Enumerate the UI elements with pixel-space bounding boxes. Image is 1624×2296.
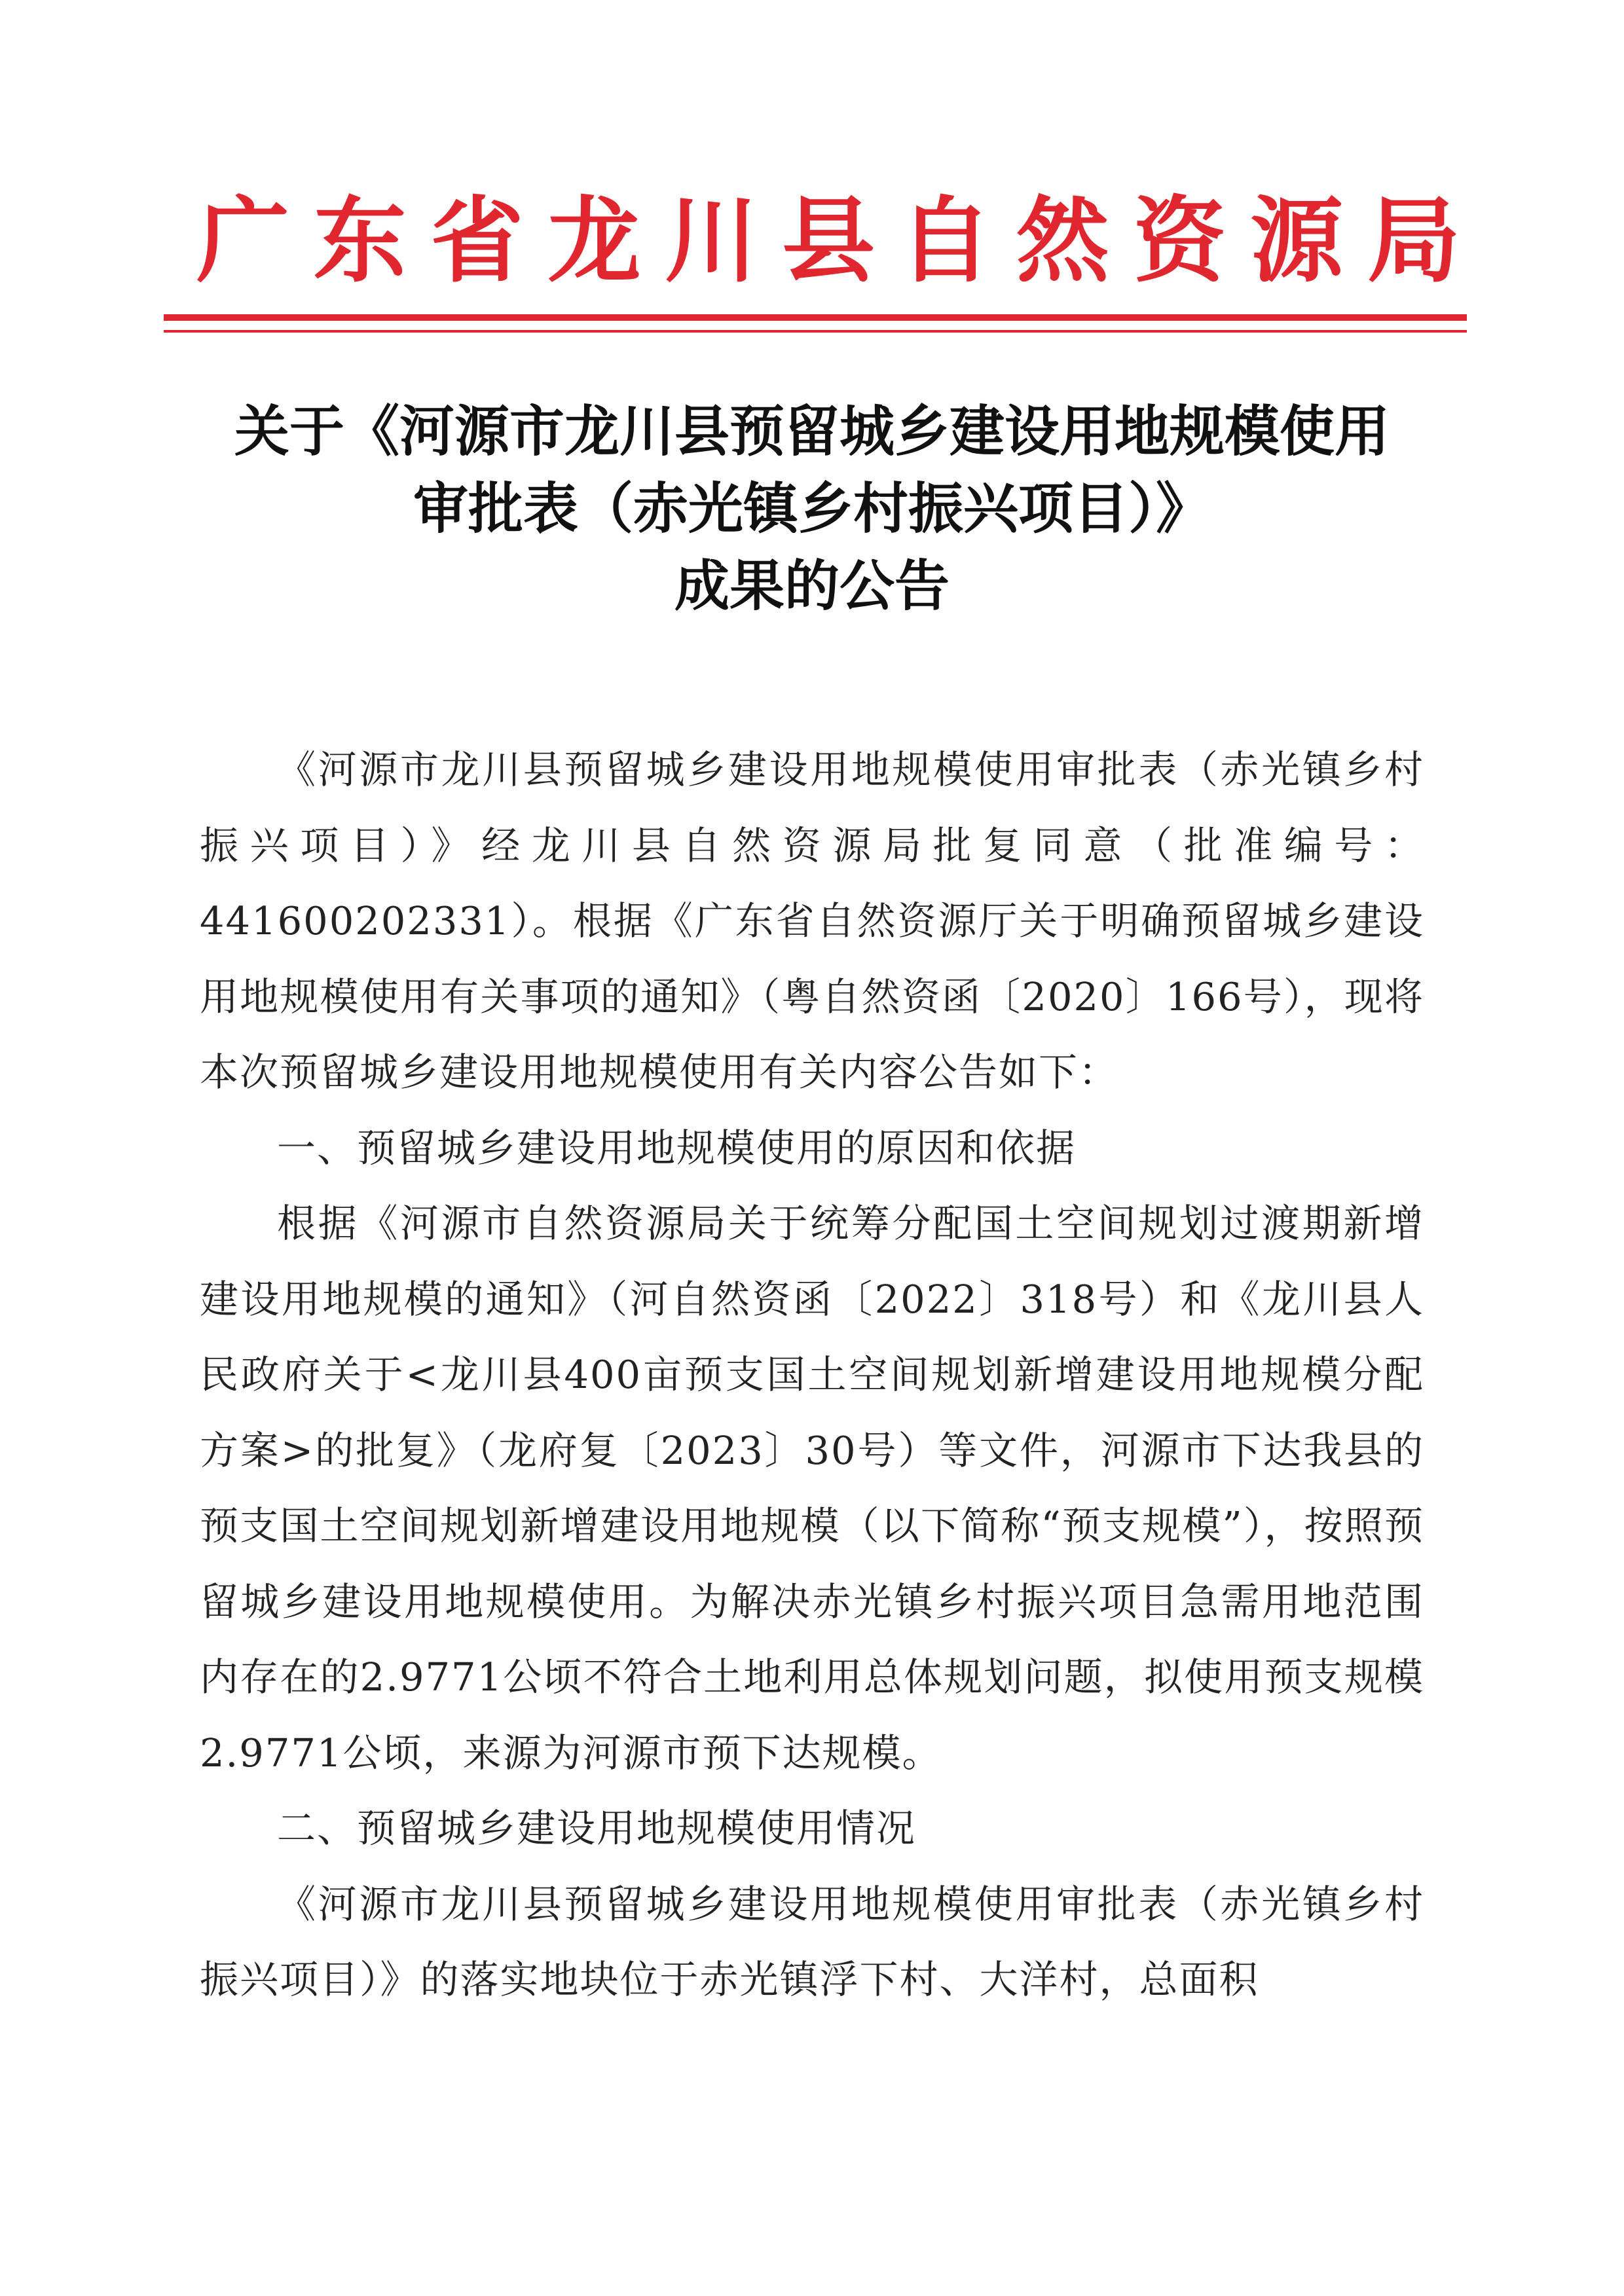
document-body	[200, 732, 1424, 2018]
title-line-1: 关于《河源市龙川县预留城乡建设用地规模使用	[234, 399, 1390, 464]
section-heading-1: 一、预留城乡建设用地规模使用的原因和依据	[277, 1125, 1077, 1171]
letterhead-rule-thick	[164, 314, 1467, 321]
document-title	[157, 393, 1467, 625]
agency-letterhead: 广东省龙川县自然资源局	[196, 187, 1460, 295]
paragraph-basis: 根据《河源市自然资源局关于统筹分配国土空间规划过渡期新增建设用地规模的通知》（河自然资函〔2022〕318号）和《龙川县人民政府关于<龙川县400亩预支国土空间规划新增建设用地规模分配方案>的批复》（龙府复〔2023〕30号）等文件，河源市下达我县的预支国土空间规划新增建设用地规模（以下简称“预支规模”），按照预留城乡建设用地规模使用。为解决赤光镇乡村振兴项目急需用地范围内存在的2.9771公顷不符合土地利用总体规划问题，拟使用预支规模2.9771公顷，来源为河源市预下达规模。	[200, 1201, 1424, 1776]
paragraph-intro: 《河源市龙川县预留城乡建设用地规模使用审批表（赤光镇乡村振兴项目）》经龙川县自然资源局批复同意（批准编号：441600202331）。根据《广东省自然资源厅关于明确预留城乡建设用地规模使用有关事项的通知》（粤自然资函〔2020〕166号），现将本次预留城乡建设用地规模使用有关内容公告如下：	[200, 747, 1424, 1095]
letterhead-rule-thin	[164, 330, 1467, 333]
title-line-3: 成果的公告	[674, 553, 950, 618]
title-line-2: 审批表（赤光镇乡村振兴项目）》	[413, 476, 1211, 541]
paragraph-usage: 《河源市龙川县预留城乡建设用地规模使用审批表（赤光镇乡村振兴项目）》的落实地块位于赤光镇浮下村、大洋村，总面积	[200, 1881, 1424, 2002]
section-heading-2: 二、预留城乡建设用地规模使用情况	[277, 1806, 917, 1851]
